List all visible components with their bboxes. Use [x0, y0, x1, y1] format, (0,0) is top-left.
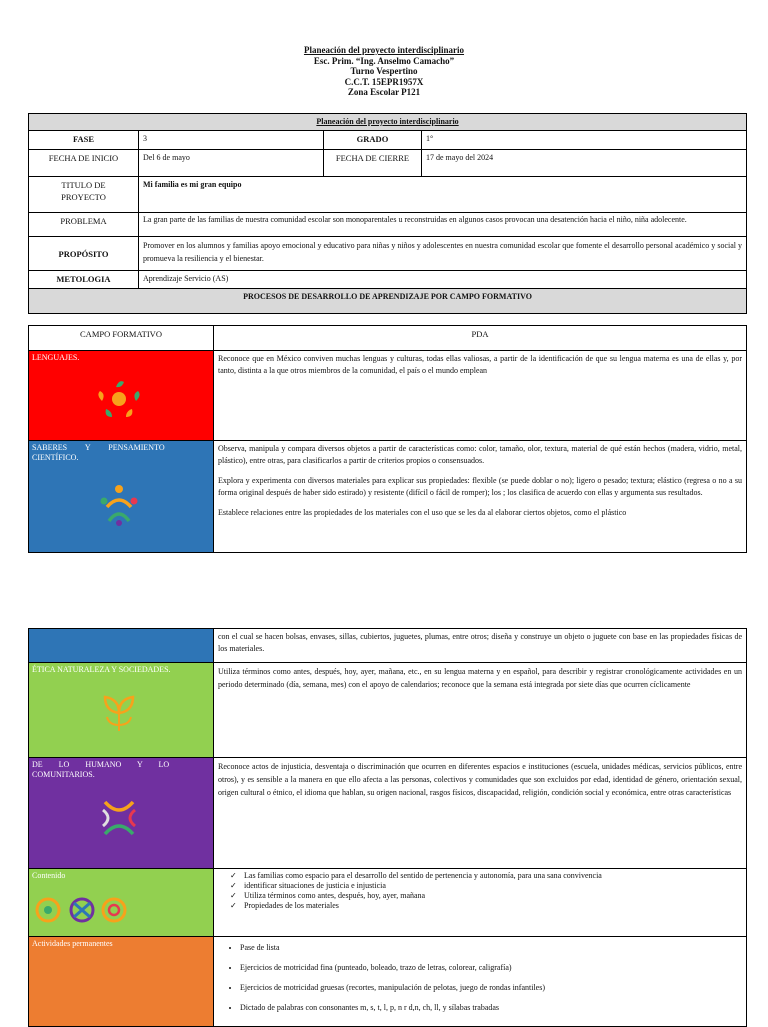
saberes-pda-1: Observa, manipula y compara diversos objetos a partir de características como: color, tamaño, olor, textura, material de qué están hechos (madera, vidrio, metal, plástico), entre otras, para clasificarlos a partir de criterios propios o consensuados.	[218, 444, 742, 465]
header-school: Esc. Prim. “Ing. Anselmo Camacho”	[313, 55, 455, 66]
etica-icon	[99, 693, 139, 733]
titulo-label-line1: TITULO DE	[61, 180, 106, 190]
header-title: Planeación del proyecto interdisciplinario	[303, 45, 465, 55]
titulo-label	[29, 177, 139, 213]
actividades-cell	[29, 937, 214, 1027]
actividades-item: • Ejercicios de motricidad gruesas (recortes, manipulación de pelotas, juego de rondas infantiles)	[240, 983, 742, 993]
contenido-cell	[29, 869, 214, 937]
header-shift: Turno Vespertino	[350, 66, 418, 76]
saberes-icon	[97, 481, 141, 527]
problema-value: La gran parte de las familias de nuestra comunidad escolar son monoparentales u reconstruidas en algunos casos provocan una desatención hacia el niño, niña adolecente.	[139, 213, 747, 237]
etica-pda: Utiliza términos como antes, después, hoy, ayer, mañana, etc., en su lengua materna y en español, para describir y registrar cronológicamente actividades en un periodo determinado (día, semana, mes) con el apoyo de calendarios; reconoce que la semana está integrada por siete días que ocurren cíclicamente	[214, 663, 747, 758]
actividades-list	[218, 943, 742, 1013]
etica-label: ÉTICA NATURALEZA Y SOCIEDADES.	[32, 665, 171, 674]
contenido-list-cell	[214, 869, 747, 937]
inicio-label: FECHA DE INICIO	[29, 150, 139, 177]
contenido-item: ✓ Utiliza términos como antes, después, hoy, ayer, mañana	[244, 891, 742, 901]
problema-label: PROBLEMA	[29, 213, 139, 237]
humano-label-line2: COMUNITARIOS.	[32, 770, 95, 779]
lenguajes-label: LENGUAJES.	[32, 353, 80, 362]
fase-label: FASE	[29, 131, 139, 150]
saberes-cell	[29, 441, 214, 553]
metodologia-label: METOLOGIA	[29, 271, 139, 289]
saberes-label-line2: CIENTÍFICO.	[32, 453, 79, 462]
lenguajes-icon	[94, 379, 144, 419]
proposito-label: PROPÓSITO	[29, 237, 139, 271]
table-title: Planeación del proyecto interdisciplinario	[29, 114, 747, 131]
planning-table-1	[28, 113, 747, 314]
campos-icons	[34, 895, 129, 925]
contenido-item: ✓ Propiedades de los materiales	[244, 901, 742, 911]
lenguajes-pda: Reconoce que en México conviven muchas lenguas y culturas, todas ellas valiosas, a partir de la identificación de que su lengua materna es una de ellas y, por tanto, distinta a la que otros miembros de la comunidad, el país o el mundo emplean	[214, 351, 747, 441]
metodologia-value: Aprendizaje Servicio (AS)	[139, 271, 747, 289]
saberes-cont-pda: con el cual se hacen bolsas, envases, sillas, cubiertos, juguetes, plumas, entre otros; diseña y construye un objeto o juguete con base en las propiedades físicas de los materiales.	[214, 629, 747, 663]
actividades-item: • Pase de lista	[240, 943, 742, 953]
actividades-label: Actividades permanentes	[32, 939, 113, 948]
contenido-item: ✓ Las familias como espacio para el desarrollo del sentido de pertenencia y autonomía, para una sana convivencia	[244, 871, 742, 881]
campo-header: CAMPO FORMATIVO	[29, 326, 214, 351]
actividades-item: • Ejercicios de motricidad fina (punteado, boleado, trazo de letras, colorear, caligrafía)	[240, 963, 742, 973]
fase-value: 3	[139, 131, 324, 150]
grado-label: GRADO	[324, 131, 422, 150]
actividades-item: • Dictado de palabras con consonantes m, s, t, l, p, n r d,n, ch, ll, y sílabas trabadas	[240, 1003, 742, 1013]
humano-icon	[97, 798, 141, 838]
contenido-label: Contenido	[32, 871, 66, 880]
lenguajes-cell	[29, 351, 214, 441]
cierre-label: FECHA DE CIERRE	[324, 150, 422, 177]
titulo-label-line2: PROYECTO	[61, 192, 106, 202]
titulo-value: Mi familia es mi gran equipo	[139, 177, 747, 213]
humano-label-line1: DE LO HUMANO Y LO	[32, 760, 170, 769]
header-zone: Zona Escolar P121	[347, 87, 421, 97]
pda-header: PDA	[214, 326, 747, 351]
actividades-list-cell	[214, 937, 747, 1027]
saberes-label-line1: SABERES Y PENSAMIENTO	[32, 443, 165, 452]
contenido-item: ✓ identificar situaciones de justicia e injusticia	[244, 881, 742, 891]
campos-table-1	[28, 325, 747, 553]
etica-cell	[29, 663, 214, 758]
saberes-cont-cell	[29, 629, 214, 663]
document-header	[0, 45, 768, 98]
saberes-pda-cell	[214, 441, 747, 553]
humano-pda: Reconoce actos de injusticia, desventaja o discriminación que ocurren en diferentes espacios e instituciones (escuela, unidades médicas, servicios públicos, entre otros), y es sensible a la manera en que ello afecta a las personas, colectivos y comunidades que son excluidos por edad, identidad de género, orientación sexual, origen cultural o étnico, el idioma que hablan, su origen nacional, rasgos físicos, discapacidad, religión, condición social y económica, entre otras características	[214, 758, 747, 869]
inicio-value: Del 6 de mayo	[139, 150, 324, 177]
saberes-pda-3: Establece relaciones entre las propiedades de los materiales con el uso que se les da al elaborar ciertos objetos, como el plástico	[218, 508, 627, 517]
saberes-pda-2: Explora y experimenta con diversos materiales para explicar sus propiedades: flexible (se puede doblar o no); ligero o pesado; textura; elástico (regresa o no a su forma original después de haber sido estirado) y resistente (difícil o fácil de romper); los ; los clasifica de acuerdo con ellas y argumenta sus resultados.	[218, 476, 742, 497]
contenido-list	[218, 871, 742, 911]
procesos-title: PROCESOS DE DESARROLLO DE APRENDIZAJE POR CAMPO FORMATIVO	[29, 289, 747, 314]
header-cct: C.C.T. 15EPR1957X	[344, 76, 424, 87]
humano-cell	[29, 758, 214, 869]
proposito-value: Promover en los alumnos y familias apoyo emocional y educativo para niñas y niños y adolescentes en nuestra comunidad escolar que fomente el desarrollo personal académico y social y promueva la resiliencia y el bienestar.	[139, 237, 747, 271]
grado-value: 1°	[422, 131, 747, 150]
campos-table-2	[28, 628, 747, 1027]
cierre-value: 17 de mayo del 2024	[422, 150, 747, 177]
